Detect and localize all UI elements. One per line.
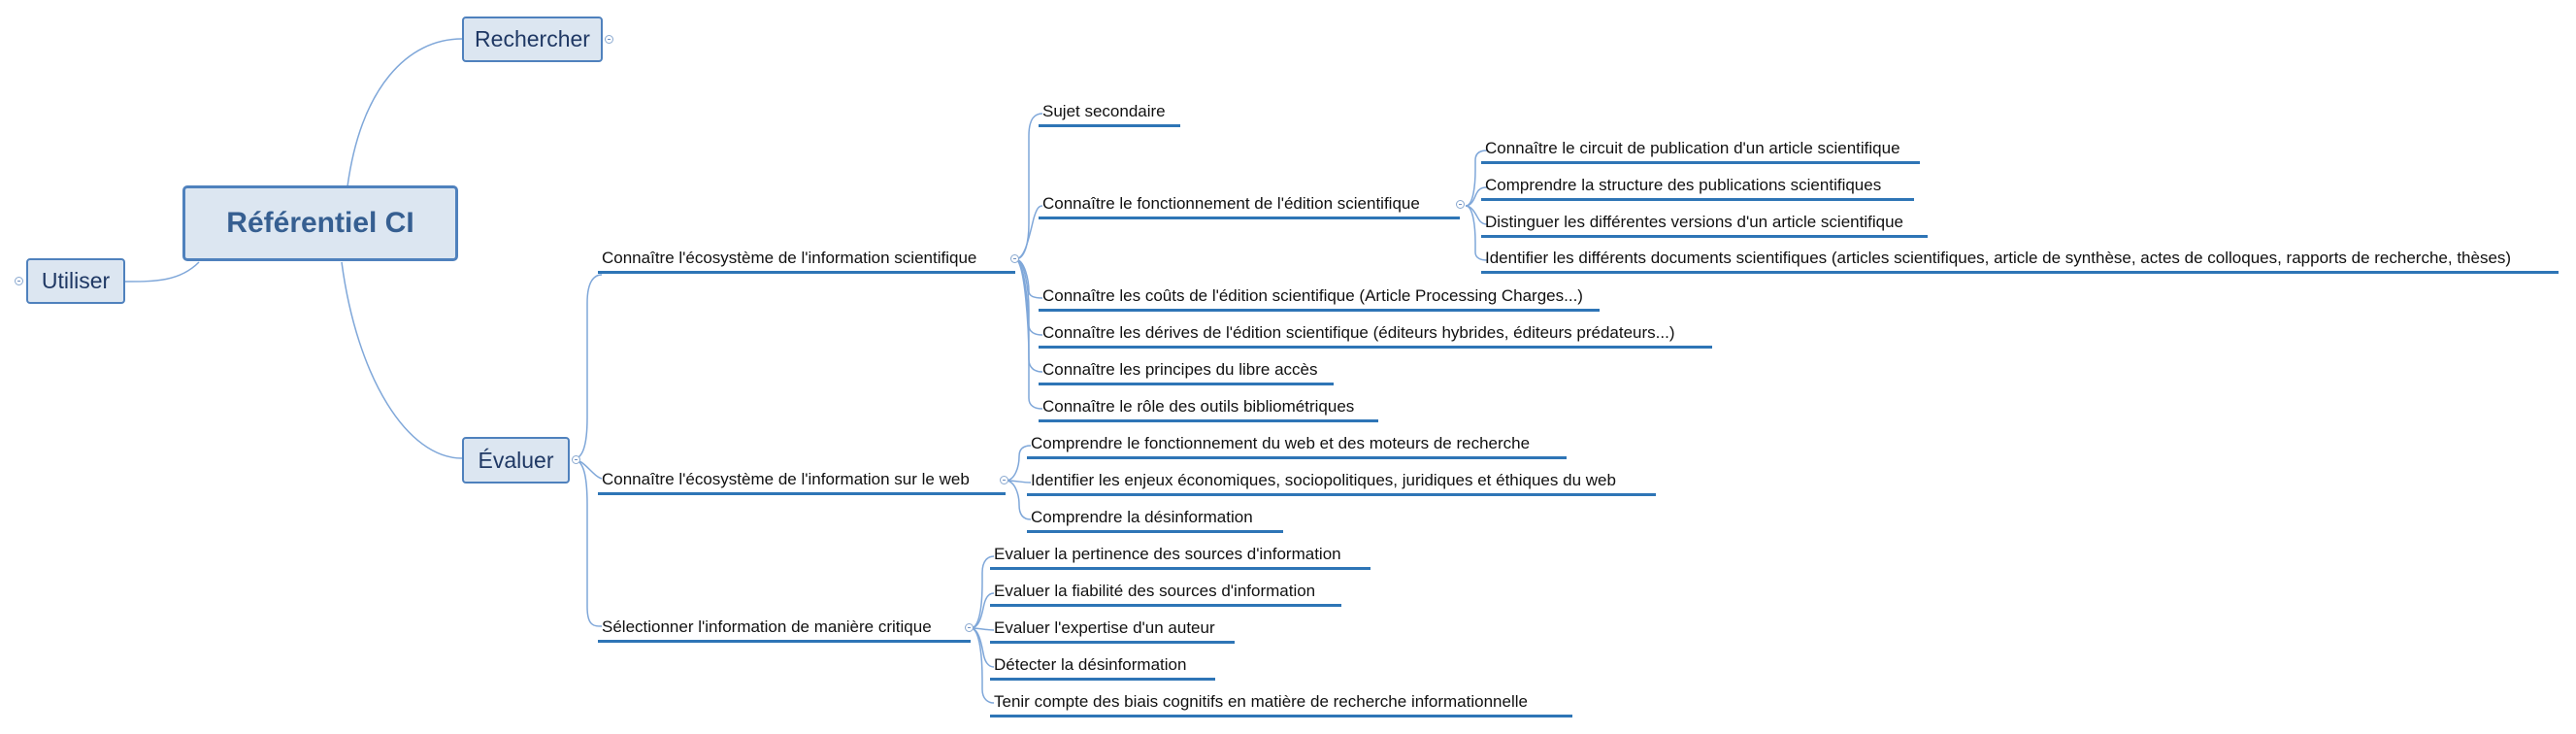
topic-rechercher-label: Rechercher [475, 26, 590, 51]
subtopic-detecter-desinformation[interactable]: Détecter la désinformation [990, 652, 1215, 681]
subtopic-circuit-publication[interactable]: Connaître le circuit de publication d'un article scientifique [1481, 136, 1920, 164]
topic-evaluer[interactable] [462, 437, 570, 484]
subtopic-ecosysteme-scientifique[interactable]: Connaître l'écosystème de l'information scientifique [598, 246, 1015, 274]
subtopic-selectionner[interactable]: Sélectionner l'information de manière critique [598, 615, 971, 643]
collapse-toggle-icon[interactable] [1010, 254, 1019, 263]
subtopic-outils-bibliometriques[interactable]: Connaître le rôle des outils bibliométriques [1039, 394, 1378, 422]
subtopic-biais-cognitifs[interactable]: Tenir compte des biais cognitifs en matière de recherche informationnelle [990, 689, 1572, 717]
subtopic-comprendre-desinformation[interactable]: Comprendre la désinformation [1027, 505, 1283, 533]
subtopic-derives-edition[interactable]: Connaître les dérives de l'édition scientifique (éditeurs hybrides, éditeurs prédateurs...) [1039, 320, 1712, 349]
subtopic-expertise-auteur[interactable]: Evaluer l'expertise d'un auteur [990, 616, 1235, 644]
subtopic-versions-article[interactable]: Distinguer les différentes versions d'un article scientifique [1481, 210, 1928, 238]
collapse-toggle-icon[interactable] [605, 35, 613, 44]
subtopic-couts-edition[interactable]: Connaître les coûts de l'édition scientifique (Article Processing Charges...) [1039, 284, 1600, 312]
collapse-toggle-icon[interactable] [15, 277, 23, 285]
central-topic-label: Référentiel CI [226, 207, 414, 239]
topic-utiliser[interactable] [26, 258, 125, 304]
topic-utiliser-label: Utiliser [41, 268, 111, 293]
subtopic-libre-acces[interactable]: Connaître les principes du libre accès [1039, 357, 1334, 385]
collapse-toggle-icon[interactable] [1456, 200, 1465, 209]
subtopic-fonctionnement-web[interactable]: Comprendre le fonctionnement du web et des moteurs de recherche [1027, 431, 1567, 459]
subtopic-fonctionnement-edition[interactable]: Connaître le fonctionnement de l'édition scientifique [1039, 191, 1460, 219]
subtopic-ecosysteme-web[interactable]: Connaître l'écosystème de l'information sur le web [598, 467, 1006, 495]
collapse-toggle-icon[interactable] [572, 455, 580, 464]
topic-evaluer-label: Évaluer [478, 447, 554, 473]
subtopic-fiabilite-sources[interactable]: Evaluer la fiabilité des sources d'information [990, 579, 1341, 607]
central-topic-node[interactable] [182, 185, 458, 261]
collapse-toggle-icon[interactable] [965, 623, 974, 632]
subtopic-structure-publications[interactable]: Comprendre la structure des publications scientifiques [1481, 173, 1914, 201]
subtopic-sujet-secondaire[interactable]: Sujet secondaire [1039, 99, 1180, 127]
subtopic-enjeux-web[interactable]: Identifier les enjeux économiques, sociopolitiques, juridiques et éthiques du web [1027, 468, 1656, 496]
subtopic-pertinence-sources[interactable]: Evaluer la pertinence des sources d'information [990, 542, 1371, 570]
collapse-toggle-icon[interactable] [1000, 476, 1008, 484]
topic-rechercher[interactable] [462, 17, 603, 62]
subtopic-documents-scientifiques[interactable]: Identifier les différents documents scientifiques (articles scientifiques, article de synthèse, actes de colloques, rapports de recherche, thèses) [1481, 246, 2559, 274]
